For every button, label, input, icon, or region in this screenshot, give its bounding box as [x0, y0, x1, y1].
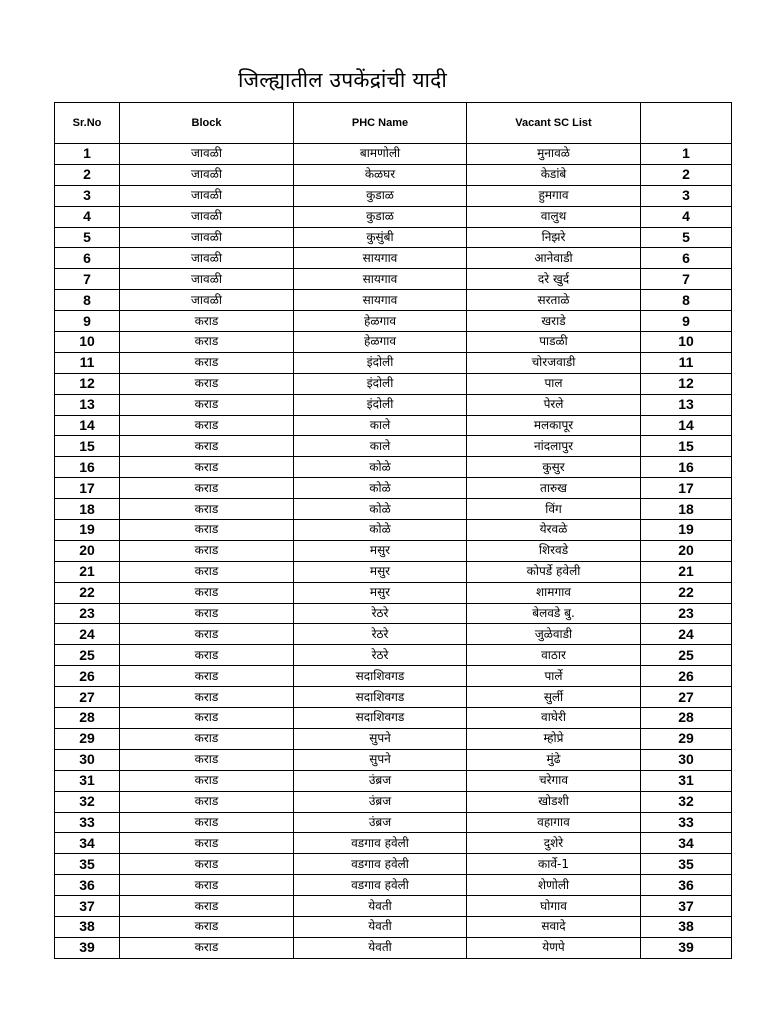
cell-vacant-sc: वहागाव [467, 812, 641, 833]
cell-sr-no: 4 [55, 206, 120, 227]
cell-phc-name: सुपने [294, 728, 467, 749]
cell-block: कराड [120, 875, 294, 896]
cell-phc-name: रेठरे [294, 603, 467, 624]
cell-row-number: 20 [641, 540, 732, 561]
cell-phc-name: सायगाव [294, 269, 467, 290]
cell-block: कराड [120, 311, 294, 332]
cell-vacant-sc: कुसुर [467, 457, 641, 478]
cell-vacant-sc: दुशेरे [467, 833, 641, 854]
cell-vacant-sc: शेणोली [467, 875, 641, 896]
table-row [55, 749, 732, 770]
cell-block: कराड [120, 708, 294, 729]
cell-row-number: 38 [641, 916, 732, 937]
cell-vacant-sc: तारुख [467, 478, 641, 499]
table-row [55, 352, 732, 373]
table-row [55, 394, 732, 415]
cell-phc-name: कोळे [294, 499, 467, 520]
cell-vacant-sc: खराडे [467, 311, 641, 332]
cell-block: जावळी [120, 269, 294, 290]
cell-block: कराड [120, 332, 294, 353]
table-row [55, 311, 732, 332]
cell-sr-no: 20 [55, 540, 120, 561]
cell-sr-no: 21 [55, 561, 120, 582]
cell-sr-no: 3 [55, 185, 120, 206]
table-row [55, 206, 732, 227]
cell-block: कराड [120, 394, 294, 415]
cell-block: कराड [120, 520, 294, 541]
cell-sr-no: 1 [55, 144, 120, 165]
cell-block: जावळी [120, 185, 294, 206]
vacant-sc-table [54, 102, 732, 959]
cell-vacant-sc: चरेगाव [467, 770, 641, 791]
cell-phc-name: वडगाव हवेली [294, 875, 467, 896]
table-row [55, 144, 732, 165]
cell-phc-name: रेठरे [294, 624, 467, 645]
cell-vacant-sc: पार्ले [467, 666, 641, 687]
cell-phc-name: सायगाव [294, 248, 467, 269]
cell-block: कराड [120, 666, 294, 687]
cell-phc-name: उंब्रज [294, 770, 467, 791]
cell-phc-name: कोळे [294, 457, 467, 478]
table-row [55, 373, 732, 394]
cell-row-number: 8 [641, 290, 732, 311]
cell-phc-name: कोळे [294, 478, 467, 499]
cell-block: कराड [120, 645, 294, 666]
cell-row-number: 35 [641, 854, 732, 875]
table-row [55, 415, 732, 436]
cell-phc-name: हेळगाव [294, 311, 467, 332]
cell-sr-no: 2 [55, 164, 120, 185]
cell-vacant-sc: वाघेरी [467, 708, 641, 729]
cell-row-number: 36 [641, 875, 732, 896]
cell-phc-name: कुडाळ [294, 206, 467, 227]
cell-sr-no: 32 [55, 791, 120, 812]
cell-phc-name: सायगाव [294, 290, 467, 311]
cell-phc-name: येवती [294, 896, 467, 917]
table-row [55, 436, 732, 457]
cell-vacant-sc: सुर्ली [467, 687, 641, 708]
cell-phc-name: काले [294, 436, 467, 457]
cell-sr-no: 29 [55, 728, 120, 749]
cell-sr-no: 27 [55, 687, 120, 708]
cell-vacant-sc: कार्वे-1 [467, 854, 641, 875]
cell-phc-name: उंब्रज [294, 791, 467, 812]
cell-phc-name: इंदोली [294, 373, 467, 394]
cell-block: कराड [120, 582, 294, 603]
cell-phc-name: सदाशिवगड [294, 666, 467, 687]
cell-phc-name: काले [294, 415, 467, 436]
cell-block: कराड [120, 415, 294, 436]
table-row [55, 582, 732, 603]
cell-block: कराड [120, 352, 294, 373]
table-row [55, 791, 732, 812]
cell-sr-no: 39 [55, 937, 120, 958]
header-vacant-sc-list: Vacant SC List [467, 103, 641, 144]
cell-phc-name: मसुर [294, 540, 467, 561]
cell-row-number: 22 [641, 582, 732, 603]
cell-row-number: 7 [641, 269, 732, 290]
table-row [55, 916, 732, 937]
cell-phc-name: इंदोली [294, 394, 467, 415]
cell-block: कराड [120, 561, 294, 582]
cell-vacant-sc: वाठार [467, 645, 641, 666]
cell-vacant-sc: सरताळे [467, 290, 641, 311]
cell-vacant-sc: दरे खुर्द [467, 269, 641, 290]
cell-block: कराड [120, 687, 294, 708]
cell-row-number: 28 [641, 708, 732, 729]
cell-vacant-sc: मुंढे [467, 749, 641, 770]
table-row [55, 645, 732, 666]
cell-block: कराड [120, 436, 294, 457]
cell-phc-name: येवती [294, 937, 467, 958]
cell-block: जावळी [120, 248, 294, 269]
cell-row-number: 15 [641, 436, 732, 457]
table-row [55, 499, 732, 520]
cell-sr-no: 10 [55, 332, 120, 353]
table-row [55, 520, 732, 541]
table-row [55, 624, 732, 645]
cell-phc-name: कुडाळ [294, 185, 467, 206]
cell-sr-no: 16 [55, 457, 120, 478]
cell-phc-name: मसुर [294, 582, 467, 603]
cell-sr-no: 30 [55, 749, 120, 770]
cell-block: कराड [120, 937, 294, 958]
cell-row-number: 2 [641, 164, 732, 185]
table-row [55, 227, 732, 248]
table-row [55, 185, 732, 206]
cell-block: कराड [120, 770, 294, 791]
cell-row-number: 10 [641, 332, 732, 353]
cell-row-number: 16 [641, 457, 732, 478]
cell-vacant-sc: मुनावळे [467, 144, 641, 165]
cell-row-number: 29 [641, 728, 732, 749]
cell-vacant-sc: हुमगाव [467, 185, 641, 206]
cell-sr-no: 18 [55, 499, 120, 520]
cell-block: कराड [120, 749, 294, 770]
cell-vacant-sc: विंग [467, 499, 641, 520]
cell-vacant-sc: खोडशी [467, 791, 641, 812]
cell-vacant-sc: घोगाव [467, 896, 641, 917]
cell-sr-no: 23 [55, 603, 120, 624]
cell-sr-no: 7 [55, 269, 120, 290]
cell-sr-no: 22 [55, 582, 120, 603]
cell-block: कराड [120, 373, 294, 394]
cell-vacant-sc: मलकापूर [467, 415, 641, 436]
cell-sr-no: 24 [55, 624, 120, 645]
header-block: Block [120, 103, 294, 144]
cell-sr-no: 17 [55, 478, 120, 499]
cell-vacant-sc: निझरे [467, 227, 641, 248]
table-row [55, 937, 732, 958]
cell-sr-no: 15 [55, 436, 120, 457]
cell-block: कराड [120, 499, 294, 520]
cell-block: कराड [120, 728, 294, 749]
cell-row-number: 4 [641, 206, 732, 227]
cell-row-number: 25 [641, 645, 732, 666]
table-row [55, 561, 732, 582]
cell-row-number: 17 [641, 478, 732, 499]
cell-vacant-sc: पाडळी [467, 332, 641, 353]
cell-vacant-sc: पेरले [467, 394, 641, 415]
cell-block: कराड [120, 540, 294, 561]
table-row [55, 812, 732, 833]
cell-sr-no: 9 [55, 311, 120, 332]
cell-row-number: 5 [641, 227, 732, 248]
cell-phc-name: कोळे [294, 520, 467, 541]
cell-block: कराड [120, 854, 294, 875]
table-row [55, 708, 732, 729]
header-sr-no: Sr.No [55, 103, 120, 144]
cell-sr-no: 6 [55, 248, 120, 269]
cell-row-number: 14 [641, 415, 732, 436]
cell-row-number: 27 [641, 687, 732, 708]
cell-vacant-sc: शामगाव [467, 582, 641, 603]
cell-phc-name: हेळगाव [294, 332, 467, 353]
cell-row-number: 30 [641, 749, 732, 770]
cell-row-number: 31 [641, 770, 732, 791]
table-row [55, 603, 732, 624]
cell-block: जावळी [120, 227, 294, 248]
cell-row-number: 3 [641, 185, 732, 206]
cell-row-number: 32 [641, 791, 732, 812]
cell-block: कराड [120, 624, 294, 645]
cell-phc-name: मसुर [294, 561, 467, 582]
cell-phc-name: केळघर [294, 164, 467, 185]
cell-phc-name: इंदोली [294, 352, 467, 373]
cell-sr-no: 34 [55, 833, 120, 854]
cell-vacant-sc: येरवळे [467, 520, 641, 541]
cell-sr-no: 37 [55, 896, 120, 917]
cell-vacant-sc: नांदलापुर [467, 436, 641, 457]
cell-block: कराड [120, 812, 294, 833]
table-row [55, 770, 732, 791]
table-row [55, 332, 732, 353]
table-row [55, 478, 732, 499]
table-row [55, 833, 732, 854]
table-body [55, 144, 732, 959]
cell-row-number: 23 [641, 603, 732, 624]
cell-sr-no: 36 [55, 875, 120, 896]
cell-row-number: 39 [641, 937, 732, 958]
header-blank [641, 103, 732, 144]
cell-row-number: 37 [641, 896, 732, 917]
cell-phc-name: कुसुंबी [294, 227, 467, 248]
cell-phc-name: सदाशिवगड [294, 708, 467, 729]
cell-sr-no: 13 [55, 394, 120, 415]
header-phc-name: PHC Name [294, 103, 467, 144]
table-row [55, 457, 732, 478]
cell-sr-no: 31 [55, 770, 120, 791]
cell-sr-no: 33 [55, 812, 120, 833]
cell-row-number: 9 [641, 311, 732, 332]
document-title: जिल्ह्यातील उपकेंद्रांची यादी [238, 68, 447, 92]
cell-phc-name: रेठरे [294, 645, 467, 666]
cell-sr-no: 12 [55, 373, 120, 394]
cell-row-number: 6 [641, 248, 732, 269]
cell-sr-no: 28 [55, 708, 120, 729]
cell-row-number: 26 [641, 666, 732, 687]
cell-row-number: 24 [641, 624, 732, 645]
cell-vacant-sc: आनेवाडी [467, 248, 641, 269]
table-row [55, 896, 732, 917]
cell-row-number: 12 [641, 373, 732, 394]
cell-row-number: 21 [641, 561, 732, 582]
cell-vacant-sc: चोरजवाडी [467, 352, 641, 373]
cell-sr-no: 11 [55, 352, 120, 373]
cell-vacant-sc: कोपर्डे हवेली [467, 561, 641, 582]
cell-block: जावळी [120, 290, 294, 311]
cell-sr-no: 14 [55, 415, 120, 436]
cell-phc-name: बामणोली [294, 144, 467, 165]
cell-row-number: 1 [641, 144, 732, 165]
cell-block: जावळी [120, 164, 294, 185]
table-row [55, 269, 732, 290]
cell-row-number: 33 [641, 812, 732, 833]
cell-sr-no: 38 [55, 916, 120, 937]
cell-vacant-sc: केडांबे [467, 164, 641, 185]
cell-row-number: 13 [641, 394, 732, 415]
cell-block: कराड [120, 896, 294, 917]
cell-vacant-sc: जुळेवाडी [467, 624, 641, 645]
cell-block: जावळी [120, 144, 294, 165]
table-row [55, 164, 732, 185]
cell-sr-no: 35 [55, 854, 120, 875]
cell-row-number: 11 [641, 352, 732, 373]
cell-phc-name: उंब्रज [294, 812, 467, 833]
cell-sr-no: 26 [55, 666, 120, 687]
cell-block: कराड [120, 603, 294, 624]
cell-row-number: 34 [641, 833, 732, 854]
cell-phc-name: वडगाव हवेली [294, 833, 467, 854]
cell-sr-no: 19 [55, 520, 120, 541]
cell-vacant-sc: सवादे [467, 916, 641, 937]
cell-phc-name: सदाशिवगड [294, 687, 467, 708]
table-row [55, 248, 732, 269]
cell-block: कराड [120, 457, 294, 478]
cell-vacant-sc: पाल [467, 373, 641, 394]
cell-sr-no: 5 [55, 227, 120, 248]
table-row [55, 290, 732, 311]
cell-row-number: 19 [641, 520, 732, 541]
cell-vacant-sc: वालुथ [467, 206, 641, 227]
cell-block: कराड [120, 916, 294, 937]
table-row [55, 540, 732, 561]
table-row [55, 687, 732, 708]
cell-block: कराड [120, 833, 294, 854]
table-row [55, 666, 732, 687]
cell-block: जावळी [120, 206, 294, 227]
cell-sr-no: 8 [55, 290, 120, 311]
cell-block: कराड [120, 791, 294, 812]
table-row [55, 854, 732, 875]
table-row [55, 875, 732, 896]
cell-vacant-sc: बेलवडे बु. [467, 603, 641, 624]
cell-phc-name: सुपने [294, 749, 467, 770]
cell-phc-name: वडगाव हवेली [294, 854, 467, 875]
cell-vacant-sc: म्होप्रे [467, 728, 641, 749]
cell-block: कराड [120, 478, 294, 499]
cell-phc-name: येवती [294, 916, 467, 937]
cell-vacant-sc: शिरवडे [467, 540, 641, 561]
cell-vacant-sc: येणपे [467, 937, 641, 958]
cell-sr-no: 25 [55, 645, 120, 666]
cell-row-number: 18 [641, 499, 732, 520]
table-header-row [55, 103, 732, 144]
table-row [55, 728, 732, 749]
